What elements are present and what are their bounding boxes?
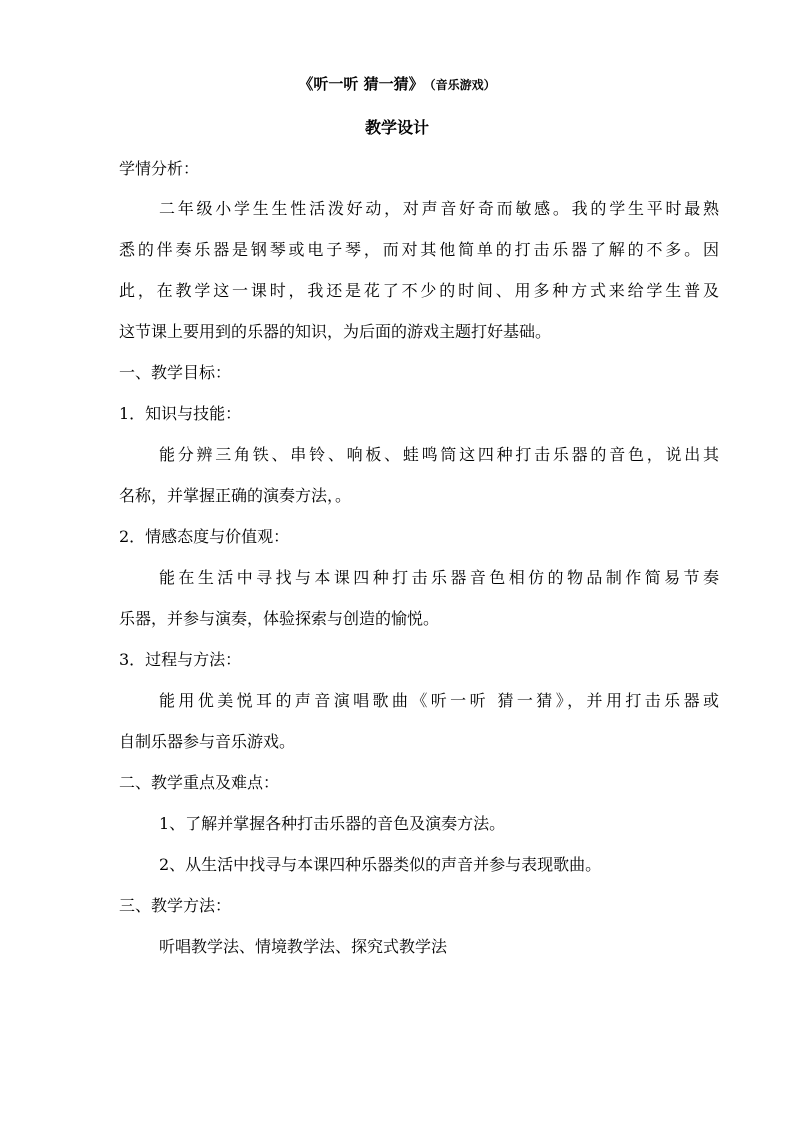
- title-note: （音乐游戏）: [429, 78, 496, 92]
- subheading-knowledge-skills: 1．知识与技能：: [119, 404, 242, 423]
- section-heading-methods: 三、教学方法：: [119, 896, 232, 915]
- subheading-process-methods: 3．过程与方法：: [119, 650, 242, 669]
- section-heading-learner-analysis: 学情分析：: [119, 159, 200, 178]
- paragraph-line: 听唱教学法、情境教学法、探究式教学法: [159, 937, 448, 956]
- title-text: 《听一听 猜一猜》: [298, 75, 424, 93]
- paragraph-line: 这节课上要用到的乐器的知识，为后面的游戏主题打好基础。: [119, 322, 552, 341]
- paragraph-line: 能在生活中寻找与本课四种打击乐器音色相仿的物品制作简易节奏: [159, 568, 719, 587]
- section-heading-objectives: 一、教学目标：: [119, 363, 232, 382]
- list-item: 1、了解并掌握各种打击乐器的音色及演奏方法。: [159, 814, 506, 833]
- list-item: 2、从生活中找寻与本课四种乐器类似的声音并参与表现歌曲。: [159, 855, 602, 874]
- paragraph-line: 名称，并掌握正确的演奏方法，。: [119, 486, 352, 505]
- paragraph-line: 悉的伴奏乐器是钢琴或电子琴，而对其他简单的打击乐器了解的不多。因: [119, 240, 719, 259]
- document-title: [0, 72, 794, 97]
- subheading-attitude-values: 2．情感态度与价值观：: [119, 527, 290, 546]
- document-subtitle: 教学设计: [364, 118, 429, 137]
- paragraph-line: 二年级小学生生性活泼好动，对声音好奇而敏感。我的学生平时最熟: [159, 199, 719, 218]
- paragraph-line: 能分辨三角铁、串铃、响板、蛙鸣筒这四种打击乐器的音色，说出其: [159, 445, 719, 464]
- paragraph-line: 自制乐器参与音乐游戏。: [119, 732, 296, 751]
- section-heading-key-points: 二、教学重点及难点：: [119, 773, 280, 792]
- paragraph-line: 能用优美悦耳的声音演唱歌曲《听一听 猜一猜》，并用打击乐器或: [159, 691, 719, 710]
- paragraph-line: 乐器，并参与演奏，体验探索与创造的愉悦。: [119, 609, 440, 628]
- paragraph-line: 此，在教学这一课时，我还是花了不少的时间、用多种方式来给学生普及: [119, 281, 719, 300]
